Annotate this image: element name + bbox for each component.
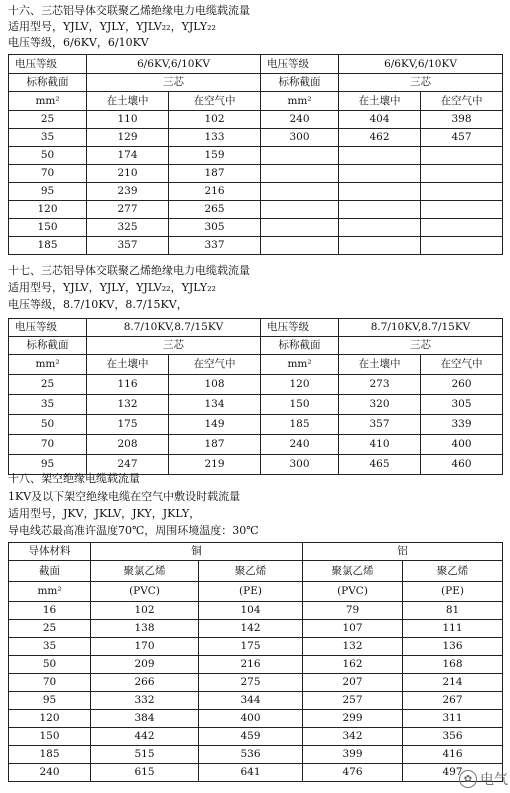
- s16-right-size: [261, 201, 339, 219]
- s16-right-air: [421, 219, 503, 237]
- s18-pe-copper: 聚乙烯: [199, 561, 303, 582]
- s17-left-size: 25: [9, 375, 87, 395]
- s18-aluminum-label: 铝: [303, 543, 503, 561]
- s17-section-label-right: 标称截面: [261, 337, 339, 355]
- s16-section-label-left: 标称截面: [9, 74, 87, 92]
- s16-right-soil: 404: [339, 111, 421, 129]
- s18-pvc-copper: 聚氯乙烯: [91, 561, 199, 582]
- s18-section: 70: [9, 674, 91, 692]
- s18-aluminum-pe: 81: [403, 602, 503, 620]
- s16-right-size: 300: [261, 129, 339, 147]
- s16-left-air: 337: [169, 237, 261, 255]
- table-row: [9, 183, 503, 201]
- s16-right-size: [261, 165, 339, 183]
- s18-aluminum-pe: 136: [403, 638, 503, 656]
- s18-section: 50: [9, 656, 91, 674]
- s16-right-size: [261, 147, 339, 165]
- s16-left-size: 120: [9, 201, 87, 219]
- s17-right-size: 185: [261, 415, 339, 435]
- s18-copper-pe: 641: [199, 764, 303, 782]
- s17-voltage-value-left: 8.7/10KV,8.7/15KV: [87, 319, 261, 337]
- s16-left-air: 102: [169, 111, 261, 129]
- s18-copper-pvc: 442: [91, 728, 199, 746]
- table-row: [9, 201, 503, 219]
- s16-right-soil: [339, 201, 421, 219]
- s16-voltage-value-right: 6/6KV,6/10KV: [339, 55, 503, 74]
- s18-copper-pvc: 266: [91, 674, 199, 692]
- s16-left-air: 159: [169, 147, 261, 165]
- s16-core-left: 三芯: [87, 74, 261, 92]
- s17-core-left: 三芯: [87, 337, 261, 355]
- s17-models: 适用型号，YJLV，YJLY，YJLV₂₂，YJLY₂₂: [8, 281, 216, 294]
- s16-right-size: [261, 237, 339, 255]
- s18-copper-pvc: 384: [91, 710, 199, 728]
- s17-section-label-left: 标称截面: [9, 337, 87, 355]
- s16-soil-right: 在土壤中: [339, 92, 421, 111]
- s16-models: 适用型号，YJLV，YJLY，YJLV₂₂，YJLY₂₂: [8, 20, 216, 33]
- table-row: [9, 746, 503, 764]
- s18-copper-pe: 142: [199, 620, 303, 638]
- s18-aluminum-pe: 168: [403, 656, 503, 674]
- table-row: [9, 602, 503, 620]
- s17-right-size: 240: [261, 435, 339, 455]
- s16-right-air: [421, 201, 503, 219]
- s17-right-air: 400: [421, 435, 503, 455]
- s18-pe-aluminum: 聚乙烯: [403, 561, 503, 582]
- table-row: [9, 219, 503, 237]
- s16-right-soil: [339, 183, 421, 201]
- s16-heading: 十六、三芯铝导体交联聚乙烯绝缘电力电缆载流量: [8, 4, 250, 17]
- s18-copper-pe: 275: [199, 674, 303, 692]
- s18-copper-pe: 400: [199, 710, 303, 728]
- s16-left-size: 185: [9, 237, 87, 255]
- s17-soil-left: 在土壤中: [87, 355, 169, 375]
- s17-left-size: 50: [9, 415, 87, 435]
- s17-left-air: 187: [169, 435, 261, 455]
- table-row: [9, 111, 503, 129]
- s16-left-size: 70: [9, 165, 87, 183]
- s18-copper-pvc: 332: [91, 692, 199, 710]
- s16-right-size: [261, 183, 339, 201]
- s17-left-soil: 247: [87, 455, 169, 475]
- s16-right-air: [421, 147, 503, 165]
- s18-aluminum-pe: 356: [403, 728, 503, 746]
- s16-right-air: [421, 165, 503, 183]
- s18-pvc-aluminum: 聚氯乙烯: [303, 561, 403, 582]
- s17-left-soil: 208: [87, 435, 169, 455]
- s16-right-size: 240: [261, 111, 339, 129]
- s17-voltage-value-right: 8.7/10KV,8.7/15KV: [339, 319, 503, 337]
- s18-aluminum-pvc: 342: [303, 728, 403, 746]
- s18-aluminum-pvc: 476: [303, 764, 403, 782]
- s18-heading: 十八、架空绝缘电缆载流量: [8, 472, 140, 485]
- s17-soil-right: 在土壤中: [339, 355, 421, 375]
- s16-mm-left: mm²: [9, 92, 87, 111]
- s18-aluminum-pvc: 299: [303, 710, 403, 728]
- s18-copper-pe: 104: [199, 602, 303, 620]
- s17-left-soil: 116: [87, 375, 169, 395]
- s18-aluminum-pe: 267: [403, 692, 503, 710]
- s16-left-soil: 129: [87, 129, 169, 147]
- s17-right-air: 460: [421, 455, 503, 475]
- s18-copper-pvc: 209: [91, 656, 199, 674]
- table-row: [9, 692, 503, 710]
- s18-section: 35: [9, 638, 91, 656]
- table-row: [9, 728, 503, 746]
- s17-right-soil: 273: [339, 375, 421, 395]
- s16-left-size: 35: [9, 129, 87, 147]
- s16-left-air: 216: [169, 183, 261, 201]
- wechat-icon: ✿: [459, 770, 477, 788]
- s17-right-soil: 410: [339, 435, 421, 455]
- s18-aluminum-pvc: 132: [303, 638, 403, 656]
- s16-left-air: 305: [169, 219, 261, 237]
- s16-left-size: 95: [9, 183, 87, 201]
- s16-voltage-label-right: 电压等级: [261, 55, 339, 74]
- s16-right-air: 457: [421, 129, 503, 147]
- s17-left-size: 95: [9, 455, 87, 475]
- s17-voltage-label-left: 电压等级: [9, 319, 87, 337]
- s16-left-soil: 325: [87, 219, 169, 237]
- s16-right-soil: [339, 147, 421, 165]
- table-row: [9, 415, 503, 435]
- s18-aluminum-pvc: 162: [303, 656, 403, 674]
- s18-copper-pe: 216: [199, 656, 303, 674]
- s16-voltage-line: 电压等级，6/6KV，6/10KV: [8, 36, 149, 49]
- table-row: [9, 395, 503, 415]
- s17-heading: 十七、三芯铝导体交联聚乙烯绝缘电力电缆载流量: [8, 264, 250, 277]
- s16-soil-left: 在土壤中: [87, 92, 169, 111]
- s16-voltage-label-left: 电压等级: [9, 55, 87, 74]
- s18-aluminum-pvc: 399: [303, 746, 403, 764]
- s18-subtitle: 1KV及以下架空绝缘电缆在空气中敷设时载流量: [8, 490, 241, 503]
- s18-copper-pe: 459: [199, 728, 303, 746]
- s18-pe-abbr-aluminum: (PE): [403, 582, 503, 602]
- table-row: [9, 147, 503, 165]
- s17-left-air: 108: [169, 375, 261, 395]
- s16-right-soil: [339, 219, 421, 237]
- s18-copper-pvc: 615: [91, 764, 199, 782]
- s16-right-soil: 462: [339, 129, 421, 147]
- s17-voltage-label-right: 电压等级: [261, 319, 339, 337]
- s18-section: 240: [9, 764, 91, 782]
- s18-copper-pvc: 170: [91, 638, 199, 656]
- s18-temperature-note: 导电线芯最高准许温度70℃，周围环境温度：30℃: [8, 524, 259, 537]
- s16-mm-right: mm²: [261, 92, 339, 111]
- s16-left-soil: 239: [87, 183, 169, 201]
- s16-left-air: 265: [169, 201, 261, 219]
- s17-left-soil: 132: [87, 395, 169, 415]
- s16-left-soil: 174: [87, 147, 169, 165]
- s18-material-label: 导体材料: [9, 543, 91, 561]
- s18-copper-label: 铜: [91, 543, 303, 561]
- s18-section: 25: [9, 620, 91, 638]
- s18-section: 16: [9, 602, 91, 620]
- s16-left-soil: 277: [87, 201, 169, 219]
- s16-right-size: [261, 219, 339, 237]
- s17-right-soil: 357: [339, 415, 421, 435]
- s17-right-air: 305: [421, 395, 503, 415]
- watermark-text: 电气: [480, 772, 508, 788]
- s17-left-soil: 175: [87, 415, 169, 435]
- s18-aluminum-pe: 214: [403, 674, 503, 692]
- s18-aluminum-pe: 111: [403, 620, 503, 638]
- s17-right-size: 120: [261, 375, 339, 395]
- s17-right-soil: 465: [339, 455, 421, 475]
- s18-aluminum-pvc: 257: [303, 692, 403, 710]
- s17-voltage-line: 电压等级，8.7/10KV，8.7/15KV，: [8, 298, 188, 311]
- s18-pvc-abbr-copper: (PVC): [91, 582, 199, 602]
- s18-pvc-abbr-aluminum: (PVC): [303, 582, 403, 602]
- s16-right-air: [421, 237, 503, 255]
- s17-right-soil: 320: [339, 395, 421, 415]
- s16-right-air: 398: [421, 111, 503, 129]
- s17-left-size: 70: [9, 435, 87, 455]
- s16-air-right: 在空气中: [421, 92, 503, 111]
- s18-section: 95: [9, 692, 91, 710]
- s18-copper-pvc: 138: [91, 620, 199, 638]
- s16-left-soil: 210: [87, 165, 169, 183]
- s18-section: 185: [9, 746, 91, 764]
- s17-table: [8, 318, 503, 475]
- s17-right-air: 339: [421, 415, 503, 435]
- s18-aluminum-pe: 497: [403, 764, 503, 782]
- s18-copper-pvc: 515: [91, 746, 199, 764]
- s18-mm-label: mm²: [9, 582, 91, 602]
- table-row: [9, 165, 503, 183]
- s17-core-right: 三芯: [339, 337, 503, 355]
- s16-air-left: 在空气中: [169, 92, 261, 111]
- s16-left-air: 187: [169, 165, 261, 183]
- s16-voltage-value-left: 6/6KV,6/10KV: [87, 55, 261, 74]
- table-row: [9, 674, 503, 692]
- s16-left-soil: 110: [87, 111, 169, 129]
- s18-table: [8, 542, 503, 782]
- s16-left-size: 50: [9, 147, 87, 165]
- s17-left-air: 134: [169, 395, 261, 415]
- s18-copper-pe: 344: [199, 692, 303, 710]
- s16-right-air: [421, 183, 503, 201]
- s18-copper-pe: 175: [199, 638, 303, 656]
- table-row: [9, 764, 503, 782]
- s17-mm-right: mm²: [261, 355, 339, 375]
- s16-table: [8, 54, 503, 255]
- s18-models: 适用型号，JKV，JKLV，JKY，JKLY，: [8, 507, 201, 520]
- s16-right-soil: [339, 165, 421, 183]
- table-row: [9, 638, 503, 656]
- s18-section-label: 截面: [9, 561, 91, 582]
- s18-copper-pe: 536: [199, 746, 303, 764]
- s17-air-left: 在空气中: [169, 355, 261, 375]
- s18-section: 150: [9, 728, 91, 746]
- s17-mm-left: mm²: [9, 355, 87, 375]
- s17-left-size: 35: [9, 395, 87, 415]
- s16-left-size: 25: [9, 111, 87, 129]
- s17-air-right: 在空气中: [421, 355, 503, 375]
- s18-copper-pvc: 102: [91, 602, 199, 620]
- watermark: [459, 769, 508, 789]
- s18-aluminum-pe: 311: [403, 710, 503, 728]
- table-row: [9, 375, 503, 395]
- s18-pe-abbr-copper: (PE): [199, 582, 303, 602]
- s17-right-size: 150: [261, 395, 339, 415]
- s16-right-soil: [339, 237, 421, 255]
- table-row: [9, 435, 503, 455]
- s16-left-air: 133: [169, 129, 261, 147]
- s17-left-air: 149: [169, 415, 261, 435]
- table-row: [9, 710, 503, 728]
- s18-section: 120: [9, 710, 91, 728]
- table-row: [9, 656, 503, 674]
- s18-aluminum-pvc: 207: [303, 674, 403, 692]
- table-row: [9, 620, 503, 638]
- table-row: [9, 129, 503, 147]
- s16-core-right: 三芯: [339, 74, 503, 92]
- s17-right-size: 300: [261, 455, 339, 475]
- s17-left-air: 219: [169, 455, 261, 475]
- s16-left-soil: 357: [87, 237, 169, 255]
- table-row: [9, 237, 503, 255]
- s17-right-air: 260: [421, 375, 503, 395]
- s18-aluminum-pe: 416: [403, 746, 503, 764]
- s18-aluminum-pvc: 107: [303, 620, 403, 638]
- s16-left-size: 150: [9, 219, 87, 237]
- s16-section-label-right: 标称截面: [261, 74, 339, 92]
- s18-aluminum-pvc: 79: [303, 602, 403, 620]
